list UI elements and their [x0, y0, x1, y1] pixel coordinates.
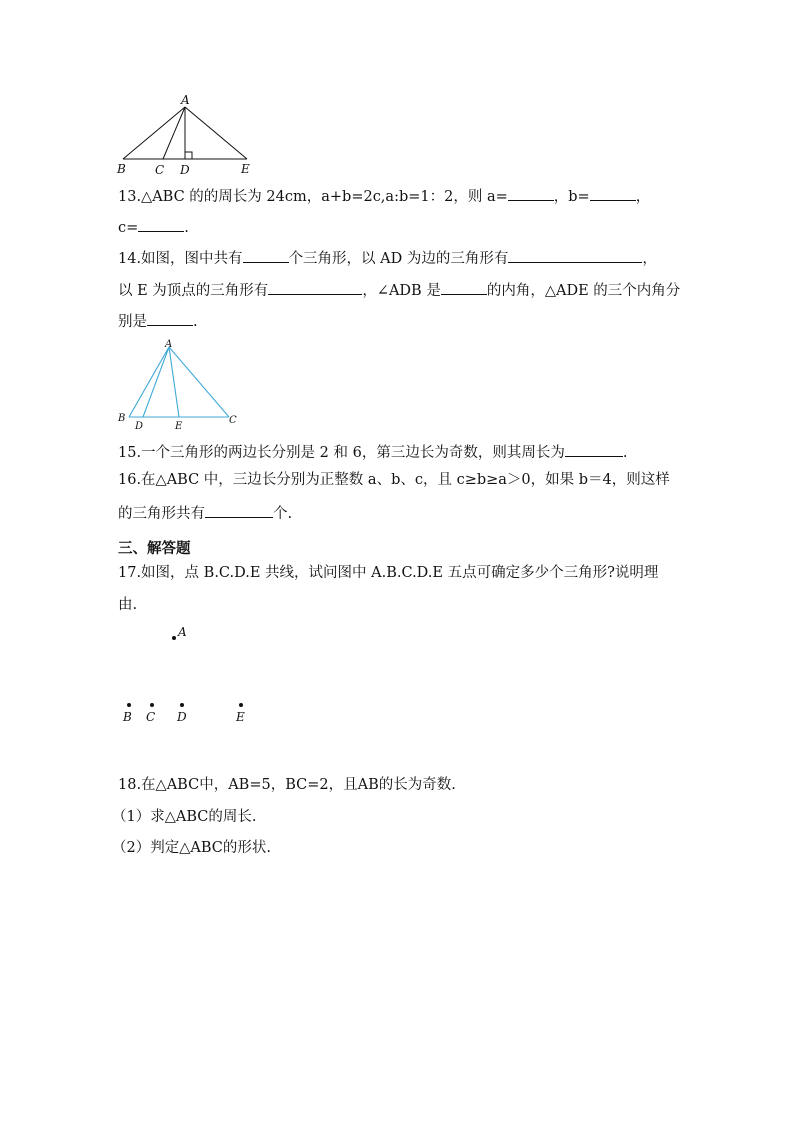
right-angle-mark	[185, 152, 192, 159]
label-E: E	[241, 162, 250, 176]
answer-blank-triangle-total[interactable]	[205, 503, 273, 518]
q18-part2: （2）判定△ABC的形状.	[112, 840, 271, 856]
answer-blank-ad-triangles[interactable]	[508, 248, 642, 263]
label-D: D	[177, 710, 187, 724]
figure-points	[115, 620, 265, 730]
label-C: C	[229, 415, 237, 426]
q15-text: 15.一个三角形的两边长分别是 2 和 6，第三边长为奇数，则其周长为	[118, 445, 565, 461]
point-D	[180, 703, 184, 707]
label-C: C	[146, 710, 156, 724]
q16-text: 16.在△ABC 中，三边长分别为正整数 a、b、c，且 c≥b≥a＞0，如果 b＝4，则这样	[118, 472, 670, 488]
label-A: A	[178, 625, 187, 639]
q18-stem	[118, 775, 456, 795]
q16-line2: 的三角形共有 个.	[118, 503, 292, 524]
answer-blank-a[interactable]	[508, 186, 554, 201]
q14-line2: 以 E 为顶点的三角形有 ，∠ADB 是 的内角，△ADE 的三个内角分	[118, 280, 680, 301]
answer-blank-ade-angles[interactable]	[147, 311, 193, 326]
label-B: B	[123, 710, 132, 724]
label-B: B	[118, 413, 126, 424]
figure-triangle-cevians	[115, 337, 245, 432]
answer-blank-adb-triangle[interactable]	[441, 280, 487, 295]
section-heading: 三、解答题	[118, 540, 191, 557]
segment-AB	[123, 107, 185, 159]
label-D: D	[180, 163, 190, 177]
label-C: C	[155, 163, 165, 177]
label-A: A	[165, 339, 173, 350]
answer-blank-c[interactable]	[138, 217, 184, 232]
segment-AE	[185, 107, 247, 159]
q13-text: 13.△ABC 的的周长为 24cm，a+b=2c,a:b=1：2，则 a=	[118, 189, 508, 205]
answer-blank-e-triangles[interactable]	[268, 280, 362, 295]
label-E: E	[175, 421, 183, 432]
q17-line2: 由.	[118, 597, 138, 613]
figure-triangle-altitude	[115, 95, 265, 180]
q13-line1: 13.△ABC 的的周长为 24cm，a+b=2c,a:b=1：2，则 a= ，b= ，	[118, 186, 650, 207]
q14-text: 14.如图，图中共有	[118, 251, 243, 267]
q14-line3: 别是 .	[118, 311, 198, 332]
label-D: D	[135, 421, 144, 432]
q17-text: 17.如图，点 B.C.D.E 共线，试问图中 A.B.C.D.E 五点可确定多少个三角形?说明理	[118, 565, 659, 581]
label-B: B	[117, 162, 126, 176]
point-A	[172, 636, 176, 640]
point-C	[150, 703, 154, 707]
segment-AD	[143, 347, 169, 417]
answer-blank-perimeter[interactable]	[565, 442, 623, 457]
point-E	[239, 703, 243, 707]
q16-line1	[118, 470, 670, 490]
point-B	[127, 703, 131, 707]
label-A: A	[181, 93, 190, 107]
q15-line: 15.一个三角形的两边长分别是 2 和 6，第三边长为奇数，则其周长为 .	[118, 442, 627, 463]
answer-blank-b[interactable]	[590, 186, 636, 201]
segment-AC	[163, 107, 185, 159]
q18-text: 18.在△ABC中，AB=5，BC=2，且AB的长为奇数.	[118, 777, 456, 793]
q14-line1: 14.如图，图中共有 个三角形，以 AD 为边的三角形有 ，	[118, 248, 657, 269]
label-E: E	[236, 710, 245, 724]
q18-part1: （1）求△ABC的周长.	[112, 809, 257, 825]
answer-blank-triangle-count[interactable]	[243, 248, 289, 263]
q17-line1	[118, 563, 658, 583]
segment-AB	[129, 347, 169, 417]
q13-line2: c= .	[118, 217, 189, 238]
